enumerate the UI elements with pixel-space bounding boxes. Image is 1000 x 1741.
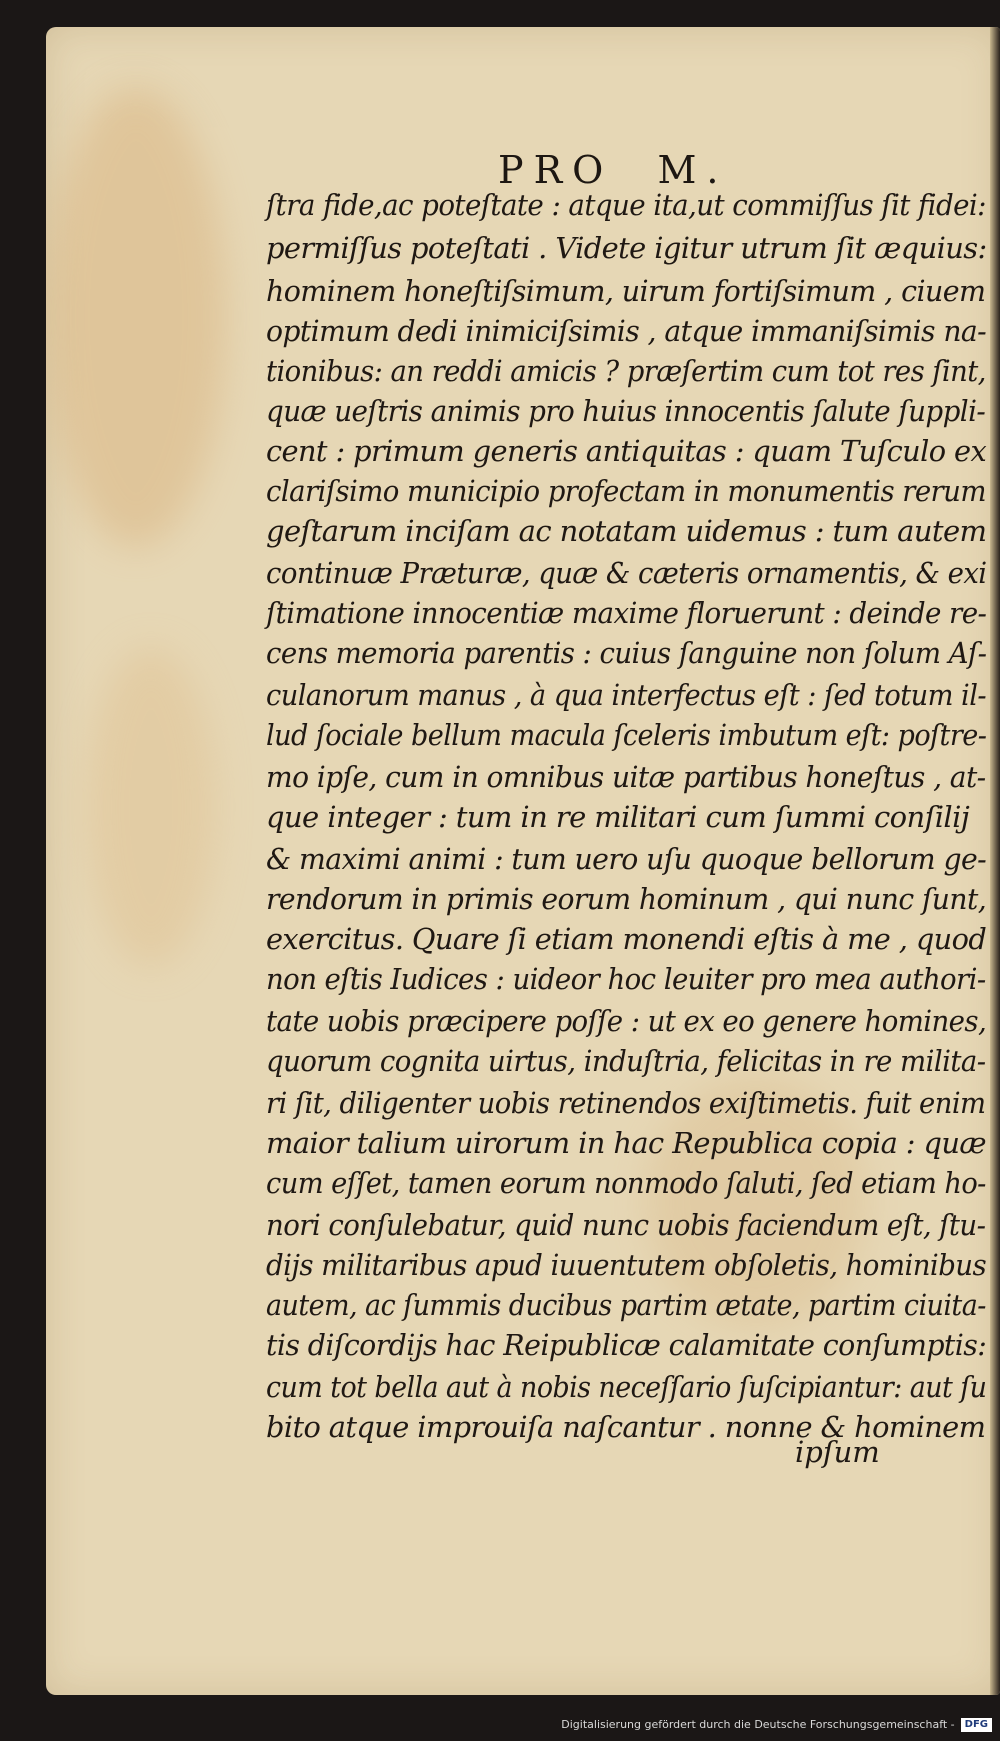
text-line: autem, ac ſummis ducibus partim ætate, partim ciuita- [266, 1288, 986, 1322]
running-header: PRO M. [498, 148, 729, 192]
text-line: cum eſſet, tamen eorum nonmodo ſaluti, ſed etiam ho- [266, 1166, 986, 1200]
text-line: quæ ueſtris animis pro huius innocentis ſalute ſuppli- [266, 394, 986, 428]
text-line: cens memoria parentis : cuius ſanguine non ſolum Aſ- [266, 636, 987, 670]
dfg-logo-icon: DFG [961, 1718, 992, 1732]
paper-stain [86, 647, 216, 967]
text-line: ri ſit, diligenter uobis retinendos exiſtimetis. fuit enim [266, 1086, 986, 1120]
text-line: continuæ Præturæ, quæ & cæteris ornamentis, & exi [266, 556, 987, 590]
paper-stain [46, 87, 226, 547]
text-line: cum tot bella aut à nobis neceſſario ſuſcipiantur: aut ſu [266, 1370, 987, 1404]
text-line: tis diſcordijs hac Reipublicæ calamitate conſumptis: [266, 1328, 987, 1362]
text-line: dijs militaribus apud iuuentutem obſoletis, hominibus [266, 1248, 987, 1282]
text-line: cent : primum generis antiquitas : quam Tuſculo ex [266, 434, 987, 468]
page-edge [990, 27, 1000, 1695]
credit-text: Digitalisierung gefördert durch die Deutsche Forschungsgemeinschaft - [561, 1718, 955, 1731]
text-line: que integer : tum in re militari cum ſummi conſilij [266, 800, 970, 834]
text-line: optimum dedi inimiciſsimis , atque immaniſsimis na- [266, 314, 987, 348]
digitization-credit [0, 1714, 992, 1736]
text-line: & maximi animi : tum uero uſu quoque bellorum ge- [266, 842, 987, 876]
text-line: ſtra fide,ac poteſtate : atque ita,ut commiſſus ſit fidei: [266, 188, 986, 222]
text-line: ſtimatione innocentiæ maxime floruerunt : deinde re- [266, 596, 987, 630]
text-line: lud ſociale bellum macula ſceleris imbutum eſt: poſtre- [266, 718, 987, 752]
text-line: culanorum manus , à qua interfectus eſt : ſed totum il- [266, 678, 987, 712]
text-line: tionibus: an reddi amicis ? præſertim cum tot res ſint, [266, 354, 986, 388]
text-line: rendorum in primis eorum hominum , qui nunc ſunt, [266, 882, 987, 916]
text-line: non eſtis Iudices : uideor hoc leuiter pro mea authori- [266, 962, 986, 996]
text-line: tate uobis præcipere poſſe : ut ex eo genere homines, [266, 1004, 987, 1038]
text-line: permiſſus poteſtati . Videte igitur utrum ſit æquius: [266, 231, 987, 265]
text-line: quorum cognita uirtus, induſtria, felicitas in re milita- [266, 1044, 986, 1078]
catchword: ipſum [795, 1435, 880, 1469]
text-line: hominem honeſtiſsimum, uirum fortiſsimum , ciuem [266, 274, 986, 308]
text-line: geſtarum inciſam ac notatam uidemus : tum autem [266, 514, 987, 548]
text-line: nori conſulebatur, quid nunc uobis faciendum eſt, ſtu- [266, 1208, 986, 1242]
text-line: mo ipſe, cum in omnibus uitæ partibus honeſtus , at- [266, 760, 986, 794]
text-line: bito atque improuiſa naſcantur . nonne & hominem [266, 1410, 986, 1444]
text-line: exercitus. Quare ſi etiam monendi eſtis à me , quod [266, 922, 987, 956]
text-line: maior talium uirorum in hac Republica copia : quæ [266, 1126, 986, 1160]
text-line: clariſsimo municipio profectam in monumentis rerum [266, 474, 986, 508]
